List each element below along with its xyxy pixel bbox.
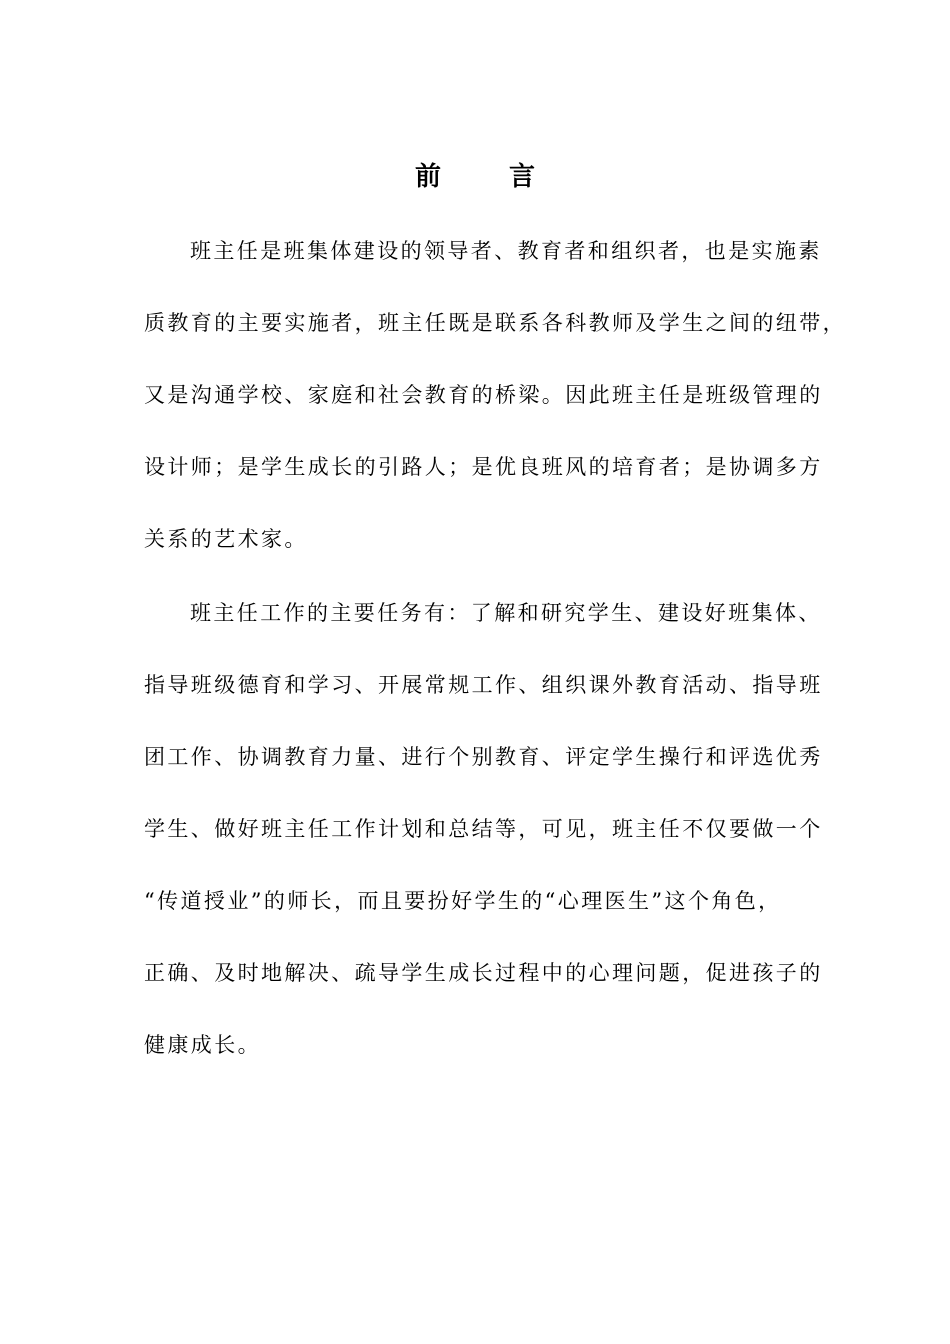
paragraph-line: 团工作、协调教育力量、进行个别教育、评定学生操行和评选优秀 <box>144 745 823 769</box>
paragraph-line: 质教育的主要实施者，班主任既是联系各科教师及学生之间的纽带， <box>144 311 846 335</box>
paragraph-line: 指导班级德育和学习、开展常规工作、组织课外教育活动、指导班 <box>144 673 823 697</box>
paragraph-line: 健康成长。 <box>144 1033 261 1057</box>
paragraph-line: 设计师；是学生成长的引路人；是优良班风的培育者；是协调多方 <box>144 455 823 479</box>
paragraph-1 <box>144 215 846 575</box>
paragraph-line: 班主任是班集体建设的领导者、教育者和组织者，也是实施素 <box>190 239 822 263</box>
paragraph-line: 学生、做好班主任工作计划和总结等，可见，班主任不仅要做一个 <box>144 817 823 841</box>
page-title: 前言 <box>414 162 603 192</box>
paragraph-line: 关系的艺术家。 <box>144 527 308 551</box>
paragraph-line: 又是沟通学校、家庭和社会教育的桥梁。因此班主任是班级管理的 <box>144 383 823 407</box>
paragraph-line: 正确、及时地解决、疏导学生成长过程中的心理问题，促进孩子的 <box>144 961 823 985</box>
paragraph-line: “传道授业”的师长，而且要扮好学生的“心理医生”这个角色， <box>144 889 782 913</box>
paragraph-line: 班主任工作的主要任务有：了解和研究学生、建设好班集体、 <box>190 601 822 625</box>
paragraph-2 <box>144 577 823 1081</box>
